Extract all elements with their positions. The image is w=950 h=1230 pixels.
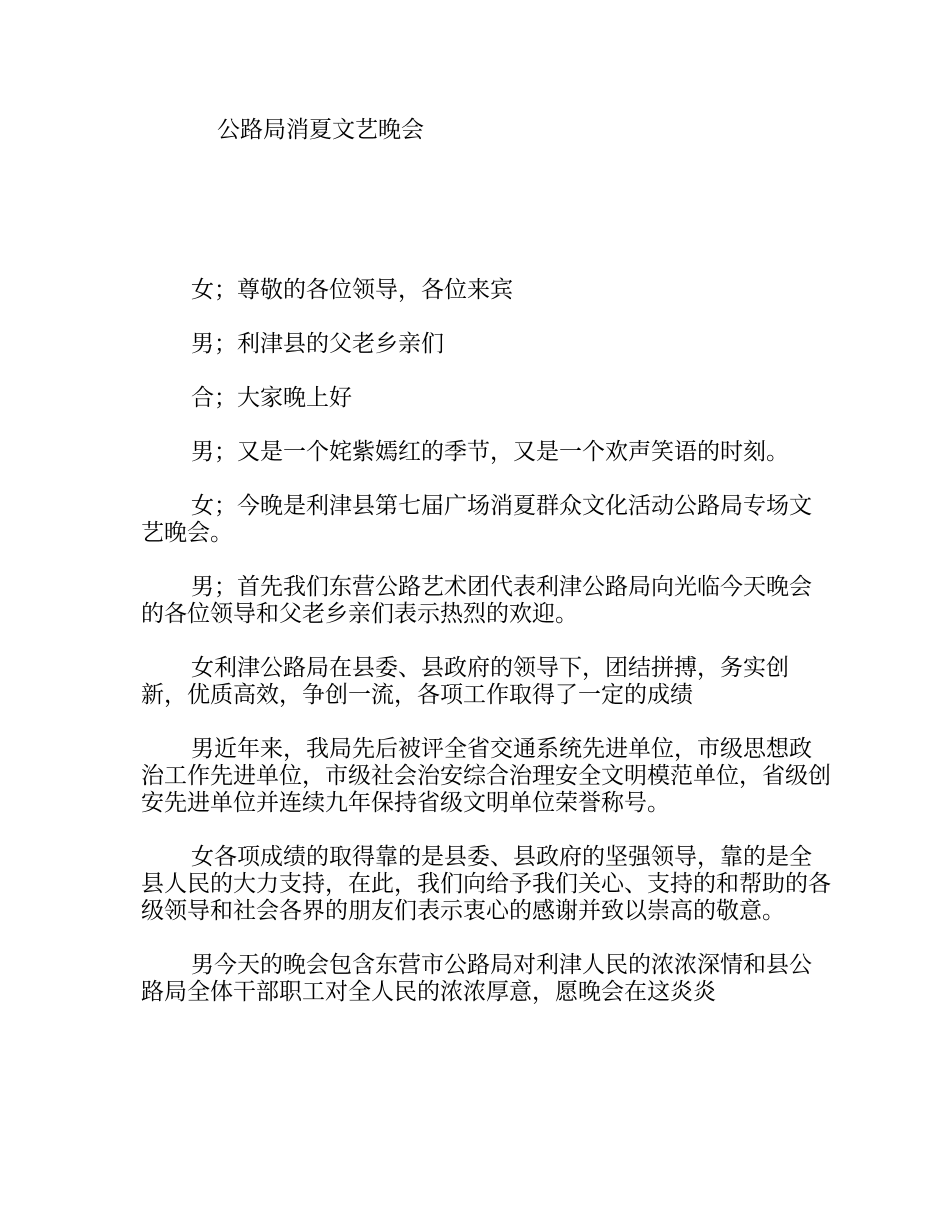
document-body xyxy=(141,277,831,1033)
paragraph-greeting-male: 男；利津县的父老乡亲们 xyxy=(191,331,444,357)
paragraph-welcome: 男；首先我们东营公路艺术团代表利津公路局向光临今天晚会的各位领导和父老乡亲们表示热烈的欢迎。 xyxy=(141,574,812,627)
paragraph-honors: 男近年来，我局先后被评全省交通系统先进单位，市级思想政治工作先进单位，市级社会治安综合治理安全文明模范单位，省级创安先进单位并连续九年保持省级文明单位荣誉称号。 xyxy=(141,736,831,816)
paragraph-greeting-female: 女；尊敬的各位领导，各位来宾 xyxy=(191,277,513,303)
paragraph-thanks: 女各项成绩的取得靠的是县委、县政府的坚强领导，靠的是全县人民的大力支持，在此，我们向给予我们关心、支持的和帮助的各级领导和社会各界的朋友们表示衷心的感谢并致以崇高的敬意。 xyxy=(141,844,831,924)
paragraph-season: 男；又是一个姹紫嫣红的季节，又是一个欢声笑语的时刻。 xyxy=(191,439,789,465)
document-title: 公路局消夏文艺晚会 xyxy=(217,117,424,143)
paragraph-closing: 男今天的晚会包含东营市公路局对利津人民的浓浓深情和县公路局全体干部职工对全人民的浓浓厚意，愿晚会在这炎炎 xyxy=(141,952,812,1005)
paragraph-event-intro: 女；今晚是利津县第七届广场消夏群众文化活动公路局专场文艺晚会。 xyxy=(141,493,812,546)
paragraph-greeting-together: 合；大家晚上好 xyxy=(191,385,352,411)
paragraph-achievements: 女利津公路局在县委、县政府的领导下，团结拼搏，务实创新，优质高效，争创一流，各项工作取得了一定的成绩 xyxy=(141,655,789,708)
